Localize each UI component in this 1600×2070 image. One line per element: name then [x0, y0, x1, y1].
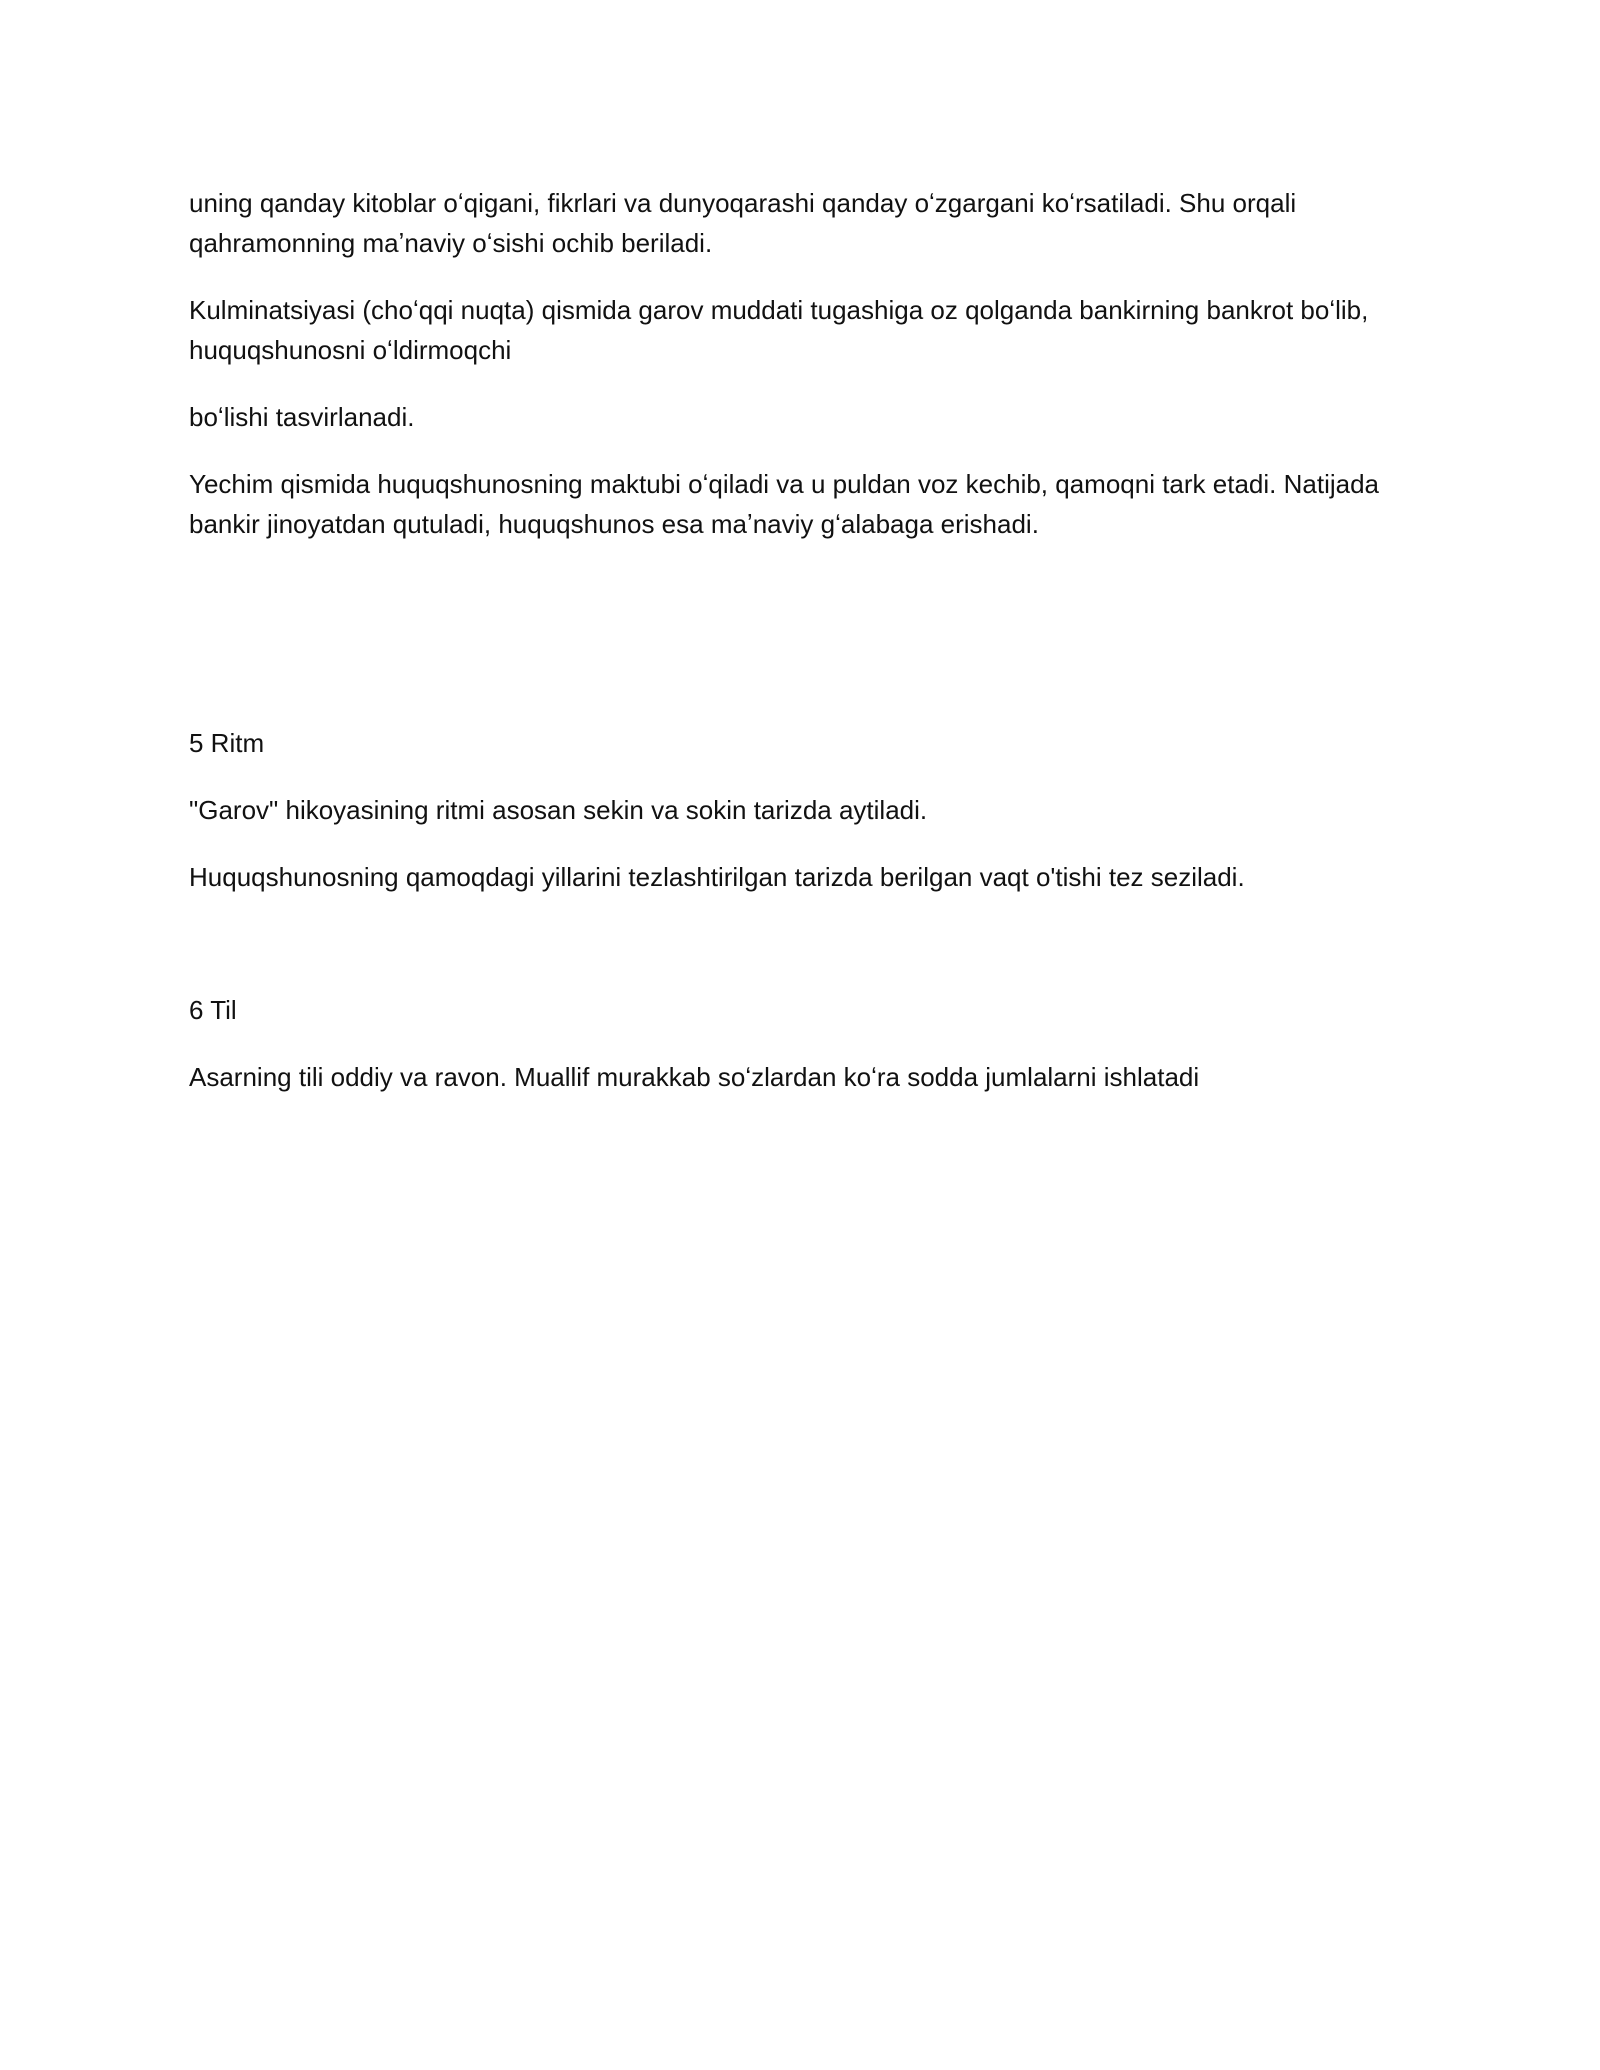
paragraph-language-1: Asarning tili oddiy va ravon. Muallif murakkab soʻzlardan koʻra sodda jumlalarni ishlatadi	[189, 1062, 1200, 1092]
paragraph-climax: Kulminatsiyasi (choʻqqi nuqta) qismida garov muddati tugashiga oz qolganda bankirning bankrot boʻlib, huquqshunosni oʻldirmoqchi	[189, 295, 1369, 365]
section-heading-language: 6 Til	[189, 995, 237, 1025]
spacer	[189, 924, 1429, 990]
paragraph-resolution: Yechim qismida huquqshunosning maktubi oʻqiladi va u puldan voz kechib, qamoqni tark etadi. Natijada bankir jinoyatdan qutuladi, huquqshunos esa maʼnaviy gʻalabaga erishadi.	[189, 469, 1379, 539]
paragraph-rhythm-2: Huquqshunosning qamoqdagi yillarini tezlashtirilgan tarizda berilgan vaqt o'tishi tez seziladi.	[189, 862, 1245, 892]
paragraph-reading-growth: uning qanday kitoblar oʻqigani, fikrlari va dunyoqarashi qanday oʻzgargani koʻrsatiladi. Shu orqali qahramonning maʼnaviy oʻsishi ochib beriladi.	[189, 188, 1297, 258]
paragraph-climax-continuation: boʻlishi tasvirlanadi.	[189, 402, 415, 432]
spacer	[189, 571, 1429, 723]
document-body	[189, 183, 1429, 1124]
section-heading-rhythm: 5 Ritm	[189, 728, 265, 758]
paragraph-rhythm-1: "Garov" hikoyasining ritmi asosan sekin va sokin tarizda aytiladi.	[189, 795, 928, 825]
